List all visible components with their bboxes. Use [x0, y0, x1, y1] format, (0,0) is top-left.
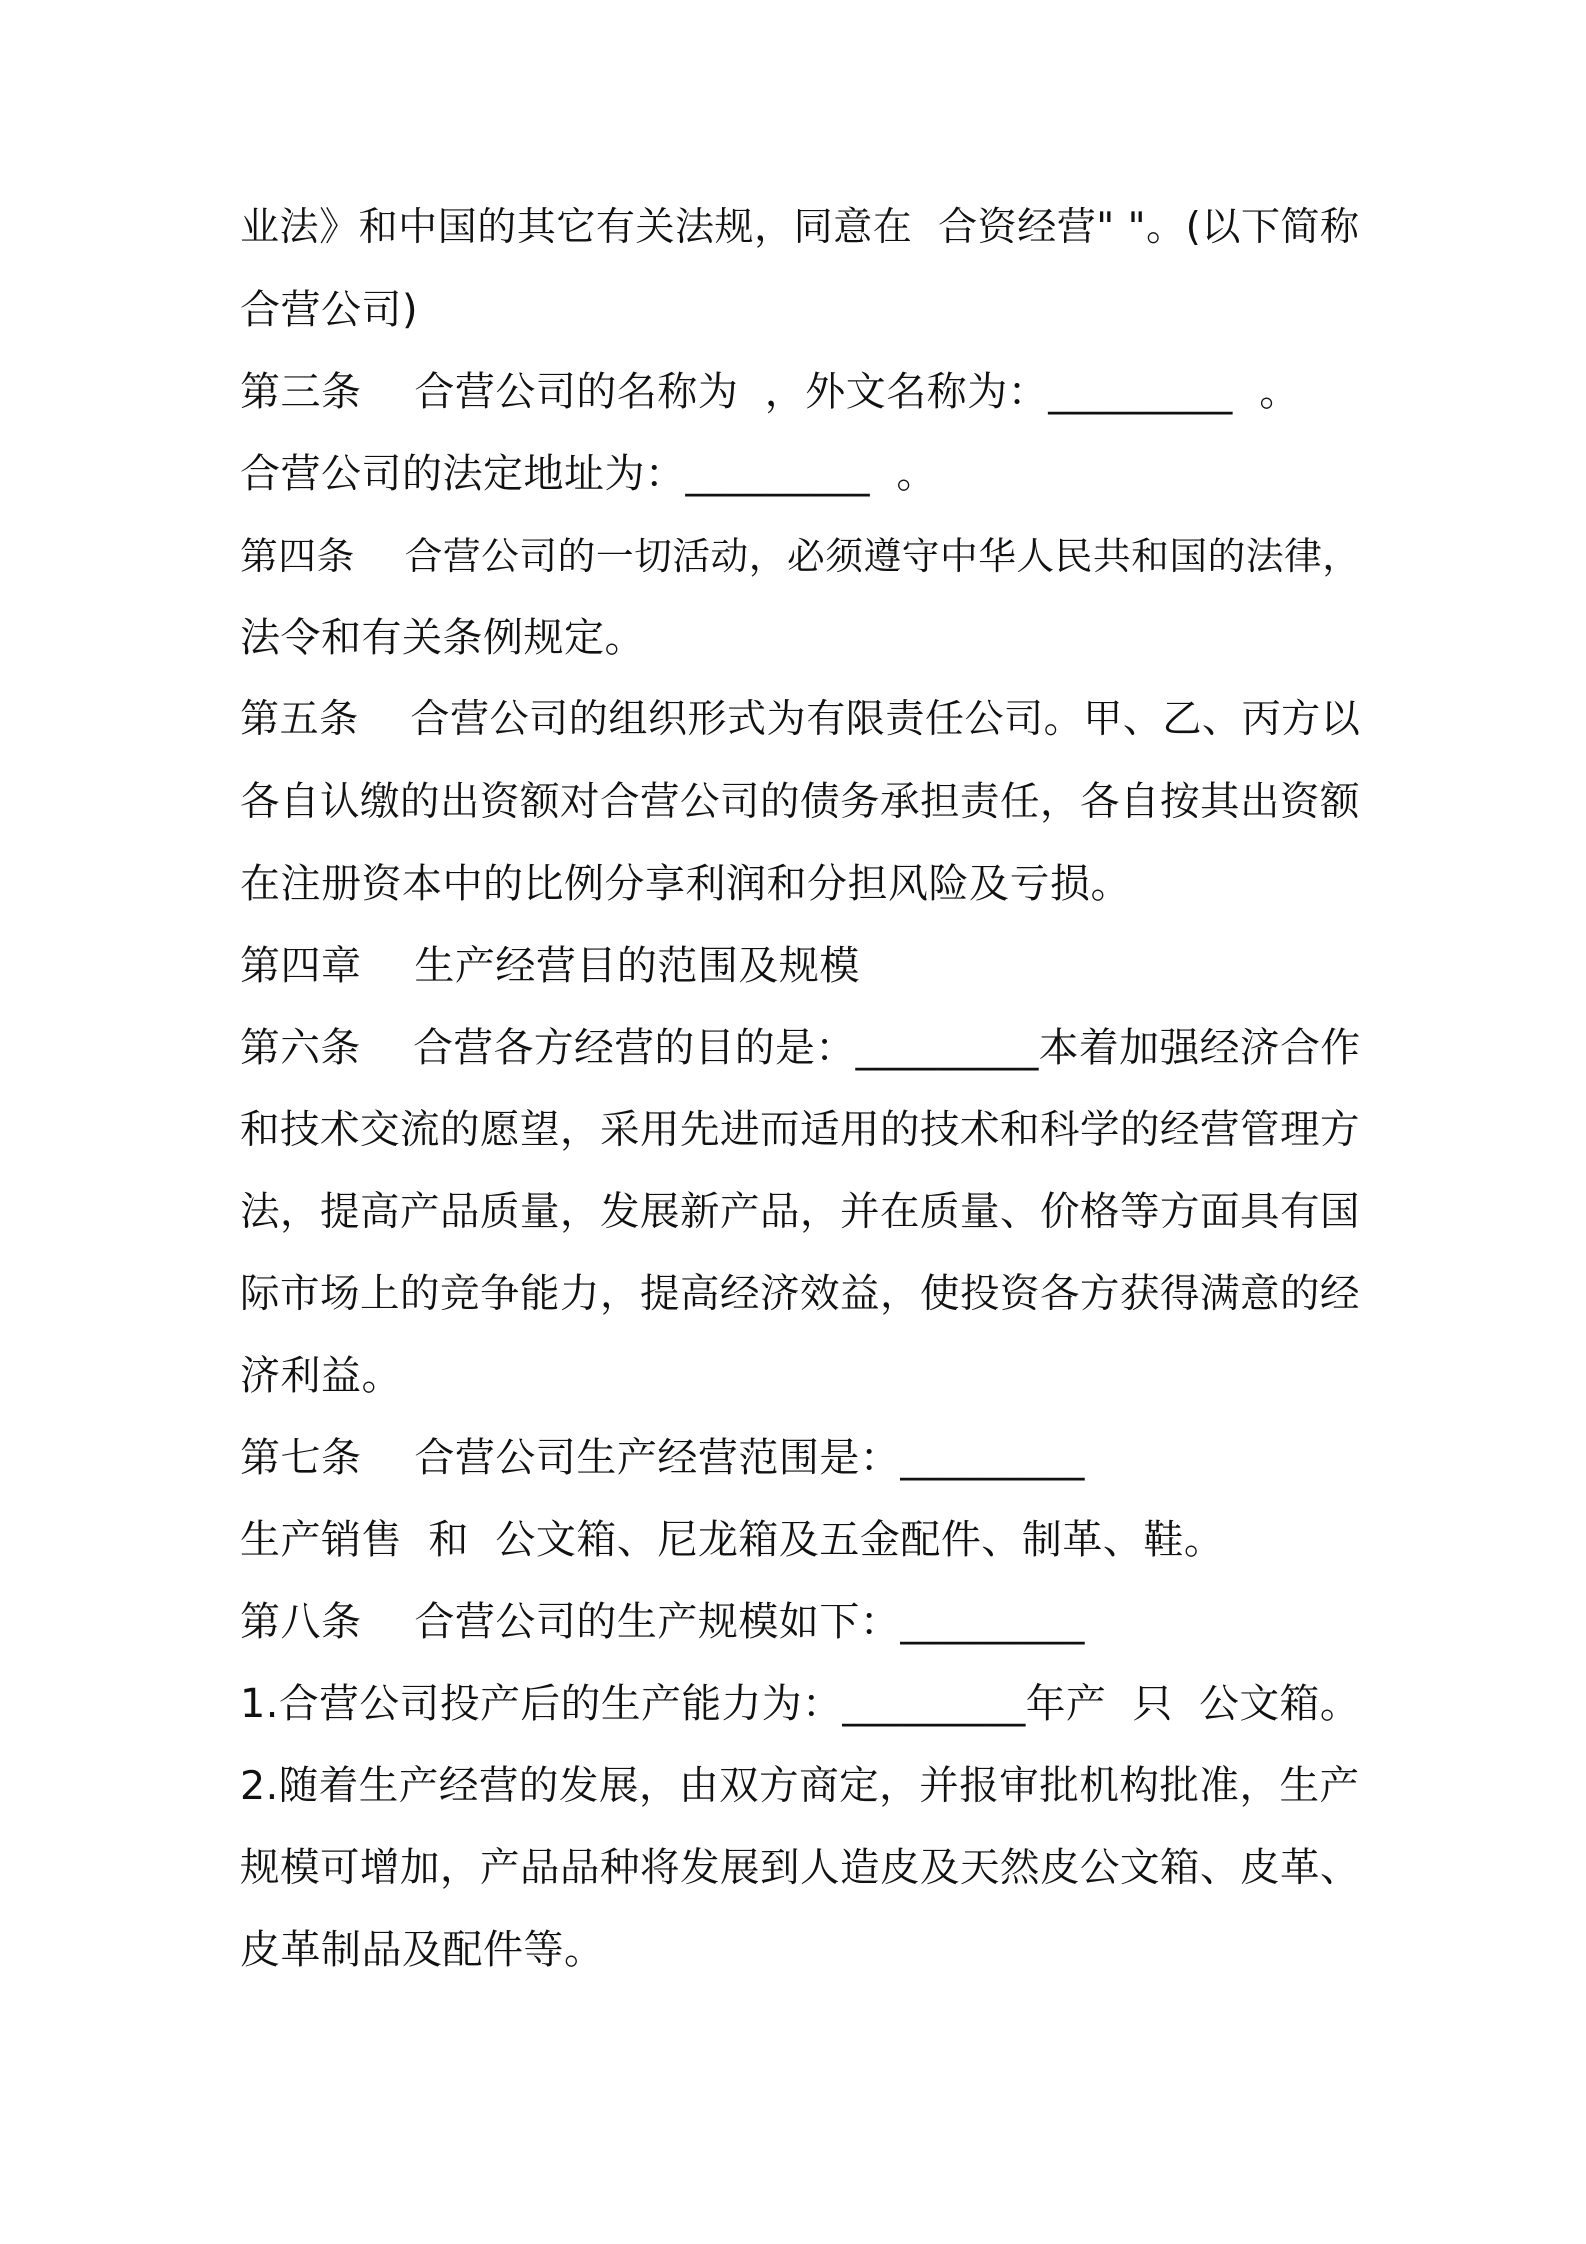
list-item-1: 1.合营公司投产后的生产能力为：_________年产 只 公文箱。 [240, 1681, 1361, 1727]
text-line: 和技术交流的愿望，采用先进而适用的技术和科学的经营管理方 [240, 1107, 1360, 1153]
text-line: 皮革制品及配件等。 [240, 1927, 605, 1973]
text-line: 业法》和中国的其它有关法规，同意在 合资经营" "。(以下简称 [240, 205, 1360, 250]
article-4-heading-line: 第四条 合营公司的一切活动，必须遵守中华人民共和国的法律， [240, 534, 1361, 578]
text-line: 合营公司) [240, 287, 419, 333]
article-3-heading-line: 第三条 合营公司的名称为 ，外文名称为：_________ 。 [240, 369, 1300, 415]
article-5-heading-line: 第五条 合营公司的组织形式为有限责任公司。甲、乙、丙方以 [240, 697, 1361, 742]
text-line: 在注册资本中的比例分享利润和分担风险及亏损。 [240, 861, 1131, 907]
text-line: 法，提高产品质量，发展新产品，并在质量、价格等方面具有国 [240, 1189, 1360, 1235]
text-line: 生产销售 和 公文箱、尼龙箱及五金配件、制革、鞋。 [240, 1517, 1225, 1563]
list-item-2: 2.随着生产经营的发展，由双方商定，并报审批机构批准，生产 [240, 1763, 1360, 1809]
article-7-heading-line: 第七条 合营公司生产经营范围是：_________ [240, 1435, 1085, 1481]
text-line: 合营公司的法定地址为：_________ 。 [240, 451, 937, 497]
article-6-heading-line: 第六条 合营各方经营的目的是：_________本着加强经济合作 [240, 1025, 1361, 1071]
text-line: 济利益。 [240, 1353, 402, 1399]
text-line: 各自认缴的出资额对合营公司的债务承担责任，各自按其出资额 [240, 779, 1360, 825]
chapter-4-heading: 第四章 生产经营目的范围及规模 [240, 943, 860, 989]
article-8-heading-line: 第八条 合营公司的生产规模如下：_________ [240, 1599, 1085, 1645]
text-line: 际市场上的竞争能力，提高经济效益，使投资各方获得满意的经 [240, 1271, 1360, 1317]
text-line: 法令和有关条例规定。 [240, 615, 645, 661]
text-line: 规模可增加，产品品种将发展到人造皮及天然皮公文箱、皮革、 [240, 1845, 1360, 1891]
